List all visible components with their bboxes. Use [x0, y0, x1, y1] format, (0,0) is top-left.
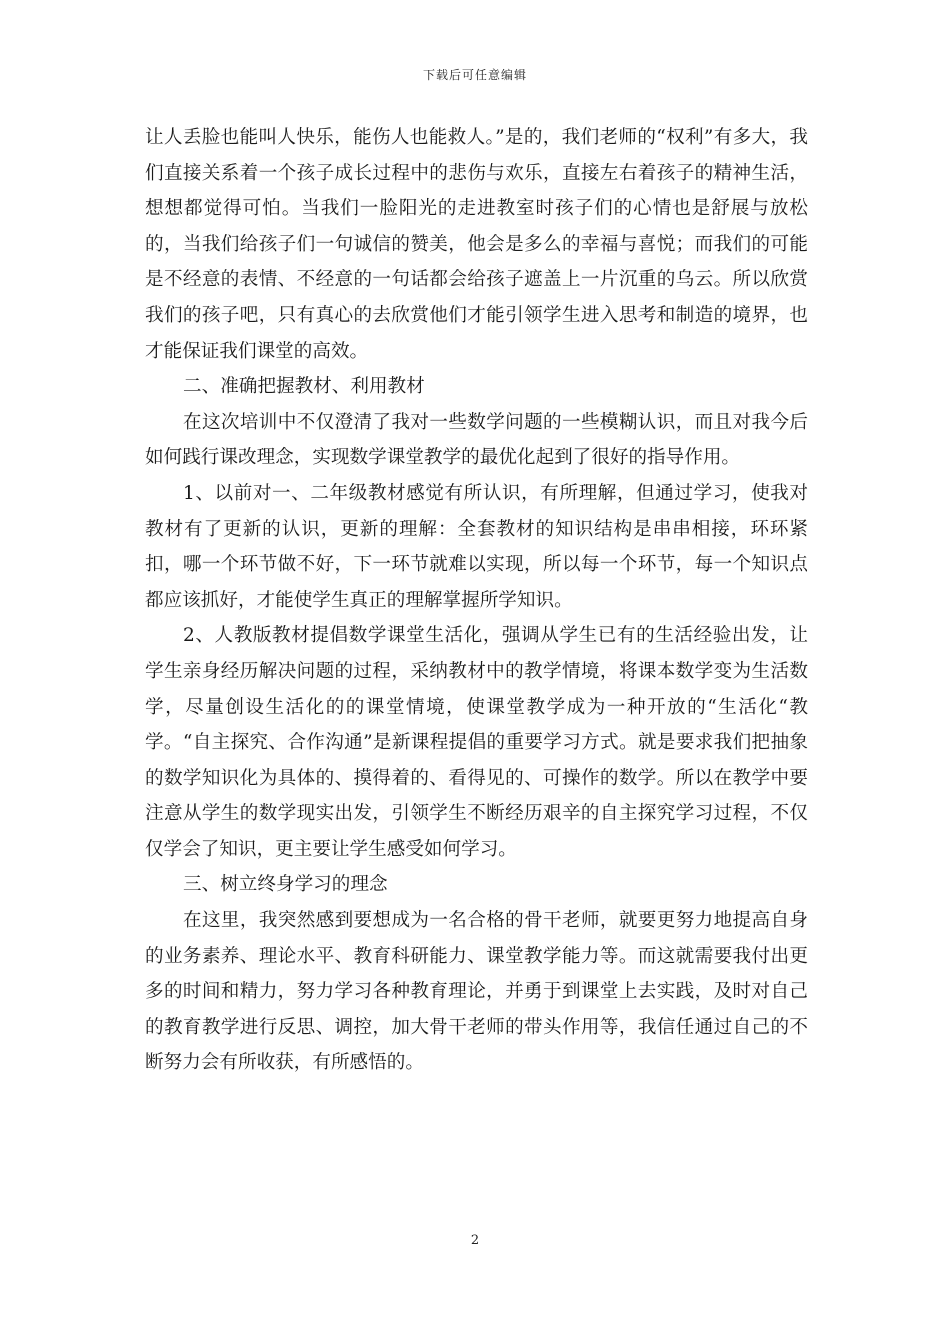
paragraph-continued: 让人丢脸也能叫人快乐，能伤人也能救人。”是的，我们老师的“权利”有多大，我们直接关系着一个孩子成长过程中的悲伤与欢乐，直接左右着孩子的精神生活，想想都觉得可怕。当我们一脸阳光的走进教室时孩子们的心情也是舒展与放松的，当我们给孩子们一句诚信的赞美，他会是多么的幸福与喜悦；而我们的可能是不经意的表情、不经意的一句话都会给孩子遮盖上一片沉重的乌云。所以欣赏我们的孩子吧，只有真心的去欣赏他们才能引领学生进入思考和制造的境界，也才能保证我们课堂的高效。	[145, 127, 808, 362]
page-header: 下载后可任意编辑	[422, 68, 527, 82]
document-body	[145, 120, 808, 1081]
page-number: 2	[470, 1233, 480, 1248]
paragraph-point-two: 2、人教版教材提倡数学课堂生活化，强调从学生已有的生活经验出发，让学生亲身经历解决问题的过程，采纳教材中的教学情境，将课本数学变为生活数学，尽量创设生活化的的课堂情境，使课堂教学成为一种开放的“生活化“教学。“自主探究、合作沟通”是新课程提倡的重要学习方式。就是要求我们把抽象的数学知识化为具体的、摸得着的、看得见的、可操作的数学。所以在教学中要注意从学生的数学现实出发，引领学生不断经历艰辛的自主探究学习过程，不仅仅学会了知识，更主要让学生感受如何学习。	[145, 625, 808, 860]
section-heading-three: 三、树立终身学习的理念	[183, 874, 388, 896]
paragraph-lifelong-learning: 在这里，我突然感到要想成为一名合格的骨干老师，就要更努力地提高自身的业务素养、理论水平、教育科研能力、课堂教学能力等。而这就需要我付出更多的时间和精力，努力学习各种教育理论，并勇于到课堂上去实践，及时对自己的教育教学进行反思、调控，加大骨干老师的带头作用等，我信任通过自己的不断努力会有所收获，有所感悟的。	[145, 910, 808, 1074]
paragraph-training: 在这次培训中不仅澄清了我对一些数学问题的一些模糊认识，而且对我今后如何践行课改理念，实现数学课堂教学的最优化起到了很好的指导作用。	[145, 411, 808, 469]
paragraph-point-one: 1、以前对一、二年级教材感觉有所认识，有所理解，但通过学习，使我对教材有了更新的认识，更新的理解：全套教材的知识结构是串串相接，环环紧扣，哪一个环节做不好，下一环节就难以实现，所以每一个环节，每一个知识点都应该抓好，才能使学生真正的理解掌握所学知识。	[145, 482, 808, 611]
section-heading-two: 二、准确把握教材、利用教材	[183, 376, 425, 398]
